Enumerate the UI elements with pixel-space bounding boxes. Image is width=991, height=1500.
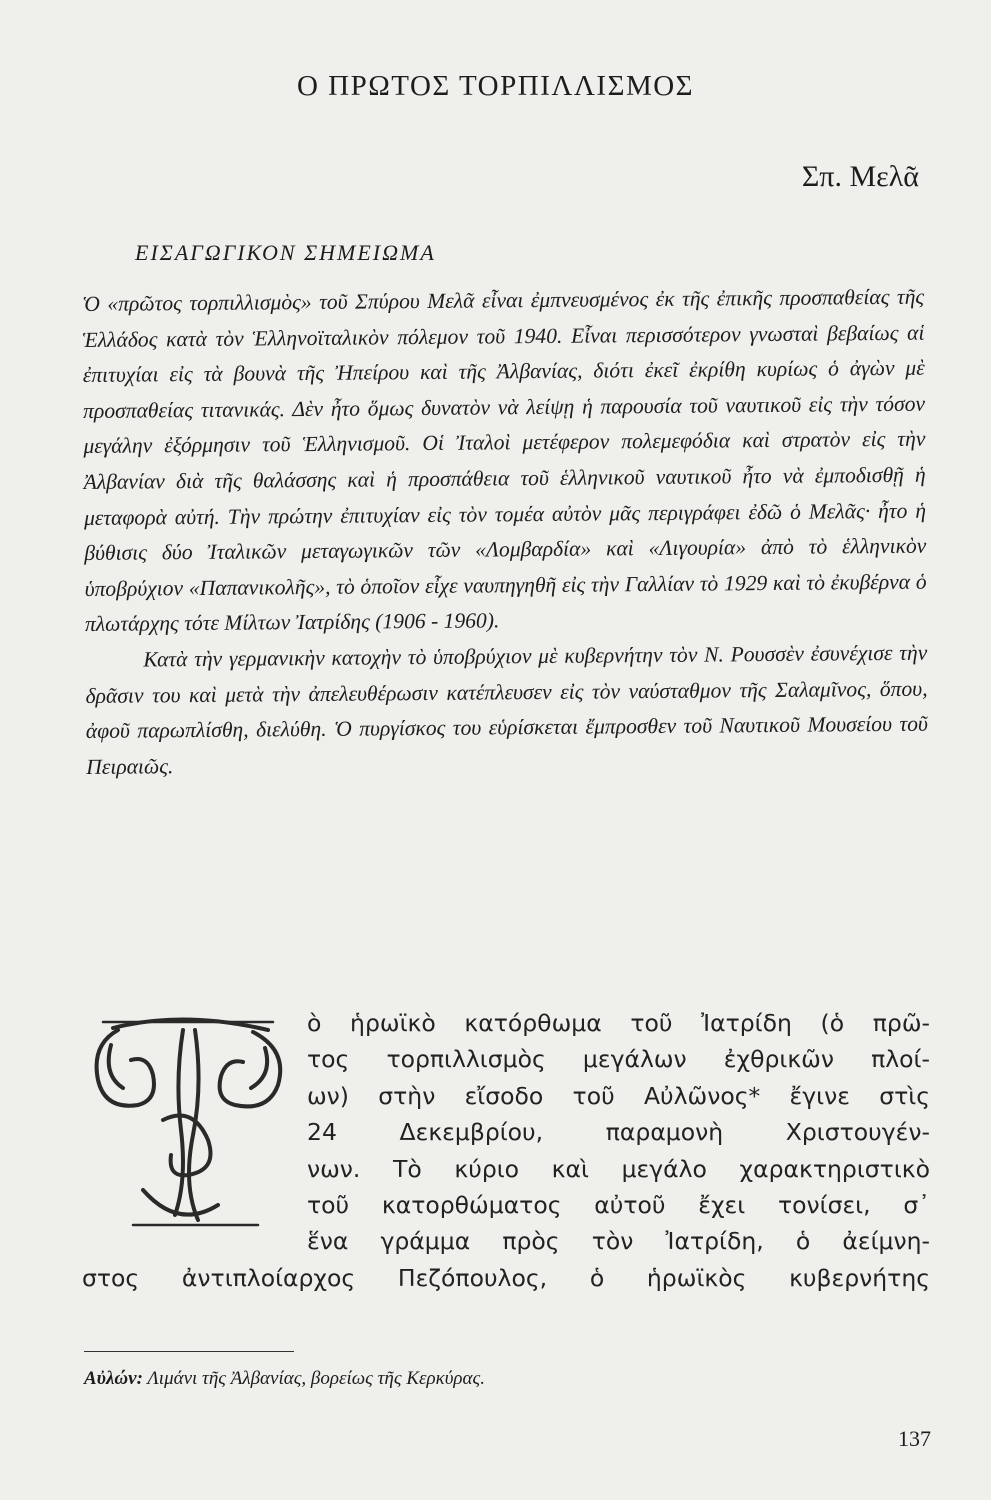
body-line: στος ἀντιπλοίαρχος Πεζόπουλος, ὁ ἡρωϊκὸς κυβερνήτης xyxy=(82,1263,930,1292)
body-line: 24 Δεκεμβρίου, παραμονὴ Χριστουγέν- xyxy=(307,1118,930,1147)
page-number: 137 xyxy=(898,1426,931,1451)
author-name: Σπ. Μελᾶ xyxy=(801,160,919,193)
body-line: ὸ ἡρωϊκὸ κατόρθωμα τοῦ Ἰατρίδη (ὁ πρῶ- xyxy=(307,1009,930,1037)
body-line: τοῦ κατορθώματος αὐτοῦ ἔχει τονίσει, σ᾽ xyxy=(307,1191,930,1220)
footnote-term: Αὐλών: xyxy=(84,1368,143,1389)
intro-heading: ΕΙΣΑΓΩΓΙΚΟΝ ΣΗΜΕΙΩΜΑ xyxy=(135,240,436,265)
body-line: ἕνα γράμμα πρὸς τὸν Ἰατρίδη, ὁ ἀείμνη- xyxy=(307,1227,930,1256)
body-line: τος τορπιλλισμὸς μεγάλων ἐχθρικῶν πλοί- xyxy=(307,1045,930,1074)
footnote-text: Λιμάνι τῆς Ἀλβανίας, βορείως τῆς Κερκύρας. xyxy=(142,1368,485,1389)
page-title: Ο ΠΡΩΤΟΣ ΤΟΡΠΙΛΛΙΣΜΟΣ xyxy=(296,70,695,102)
article-body xyxy=(82,1005,930,1296)
footnote-divider xyxy=(84,1351,294,1352)
intro-paragraph: Κατὰ τὴν γερμανικὴν κατοχὴν τὸ ὑποβρύχιον μὲ κυβερνήτην τὸν Ν. Ρουσσὲν ἐσυνέχισε τὴν δρᾶσιν του καὶ μετὰ τὴν ἀπελευθέρωσιν κατέπλευσεν εἰς τὸν ναύσταθμον τῆς Σαλαμῖνος, ὅπου, ἀφοῦ παρωπλίσθη, διελύθη. Ὁ πυργίσκος του εὑρίσκεται ἔμπροσθεν τοῦ Ναυτικοῦ Μουσείου τοῦ Πειραιῶς. xyxy=(85,640,928,779)
body-line: νων. Τὸ κύριο καὶ μεγάλο χαρακτηριστικὸ xyxy=(307,1154,930,1183)
footnote xyxy=(84,1368,485,1390)
intro-paragraph: Ὁ «πρῶτος τορπιλλισμὸς» τοῦ Σπύρου Μελᾶ εἶναι ἐμπνευσμένος ἐκ τῆς ἐπικῆς προσπαθείας τῆς Ἑλλάδος κατὰ τὸν Ἑλληνοϊταλικὸν πόλεμον τοῦ 1940. Εἶναι περισσότερον γνωσταὶ βεβαίως αἱ ἐπιτυχίαι εἰς τὰ βουνὰ τῆς Ἠπείρου καὶ τῆς Ἀλβανίας, διότι ἐκεῖ ἐκρίθη κυρίως ὁ ἀγὼν μὲ προσπαθείας τιτανικάς. Δὲν ἦτο ὅμως δυνατὸν νὰ λείψῃ ἡ παρουσία τοῦ ναυτικοῦ εἰς τὴν τόσον μεγάλην ἐξόρμησιν τοῦ Ἑλληνισμοῦ. Οἱ Ἰταλοὶ μετέφερον πολεμεφόδια καὶ στρατὸν εἰς τὴν Ἀλβανίαν διὰ τῆς θαλάσσης καὶ ἡ προσπάθεια τοῦ ἑλληνικοῦ ναυτικοῦ ἦτο νὰ ἐμποδισθῇ ἡ μεταφορὰ αὐτή. Τὴν πρώτην ἐπιτυχίαν εἰς τὸν τομέα αὐτὸν μᾶς περιγράφει ἐδῶ ὁ Μελᾶς· ἦτο ἡ βύθισις δύο Ἰταλικῶν μεταγωγικῶν τῶν «Λομβαρδία» καὶ «Λιγουρία» ἀπὸ τὸ ἑλληνικὸν ὑποβρύχιον «Παπανικολῆς», τὸ ὁποῖον εἶχε ναυπηγηθῆ εἰς τὴν Γαλλίαν τὸ 1929 καὶ τὸ ἐκυβέρνα ὁ πλωτάρχης τότε Μίλτων Ἰατρίδης (1906 - 1960). xyxy=(82,284,927,637)
intro-note xyxy=(82,280,928,786)
body-line: ων) στὴν εἴσοδο τοῦ Αὐλῶνος* ἔγινε στὶς xyxy=(307,1081,930,1110)
